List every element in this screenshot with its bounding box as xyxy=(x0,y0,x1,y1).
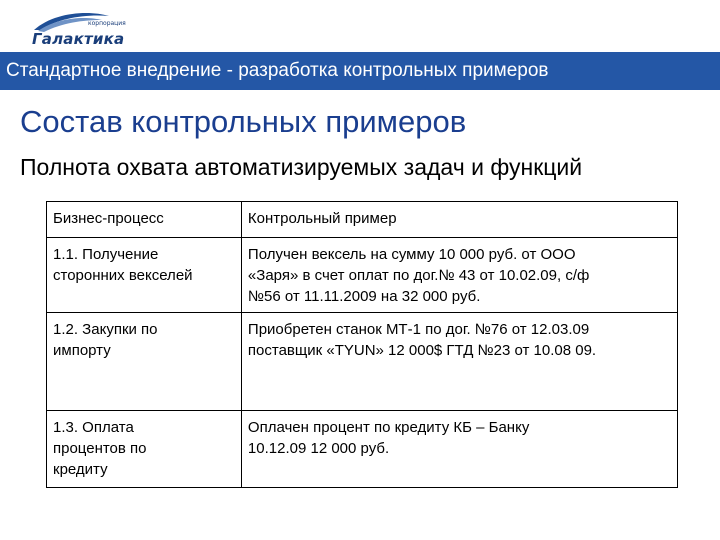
galaktika-logo xyxy=(14,8,144,50)
header-title: Стандартное внедрение - разработка контрольных примеров xyxy=(6,60,549,81)
header-cell-example: Контрольный пример xyxy=(241,202,677,238)
example-cell: Приобретен станок МТ-1 по дог. №76 от 12.03.09 поставщик «TYUN» 12 000$ ГТД №23 от 10.08 09. xyxy=(241,313,677,411)
process-cell: 1.3. Оплата процентов по кредиту xyxy=(47,411,242,488)
slide-subtitle: Полнота охвата автоматизируемых задач и функций xyxy=(20,154,583,180)
logo-subtext: корпорация xyxy=(88,20,126,27)
example-cell: Оплачен процент по кредиту КБ – Банку 10.12.09 12 000 руб. xyxy=(241,411,677,488)
header-cell-process: Бизнес-процесс xyxy=(47,202,242,238)
logo-text: Галактика xyxy=(32,30,125,48)
control-examples-table xyxy=(46,201,678,488)
table-row xyxy=(47,313,678,411)
example-cell: Получен вексель на сумму 10 000 руб. от ООО «Заря» в счет оплат по дог.№ 43 от 10.02.09, с/ф №56 от 11.11.2009 на 32 000 руб. xyxy=(241,238,677,313)
process-cell: 1.2. Закупки по импорту xyxy=(47,313,242,411)
table-row xyxy=(47,238,678,313)
table-row xyxy=(47,411,678,488)
header-bar xyxy=(0,52,720,90)
process-cell: 1.1. Получение сторонних векселей xyxy=(47,238,242,313)
table-header-row xyxy=(47,202,678,238)
slide-title: Состав контрольных примеров xyxy=(20,104,467,139)
